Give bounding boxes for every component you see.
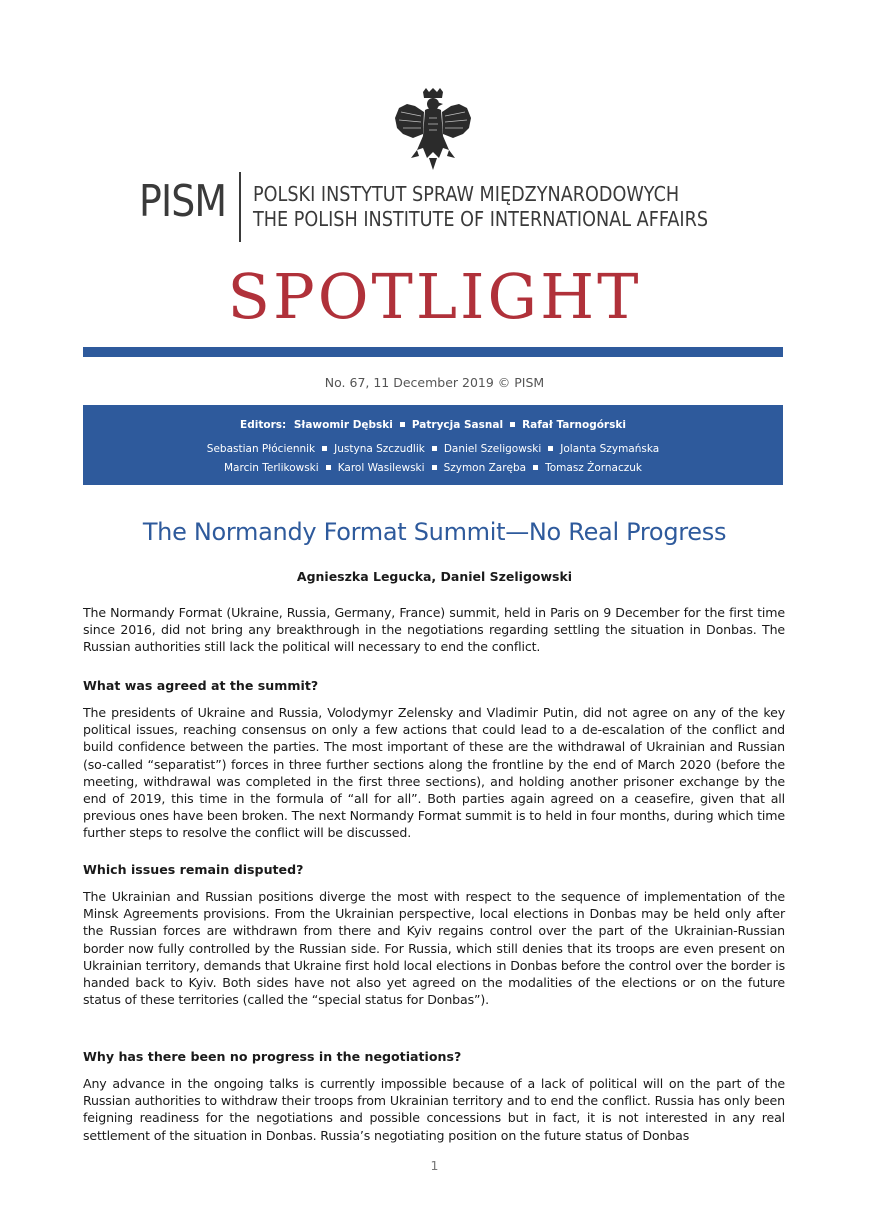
institute-name-polish: POLSKI INSTYTUT SPRAW MIĘDZYNARODOWYCH: [253, 182, 680, 206]
intro-paragraph: The Normandy Format (Ukraine, Russia, Germany, France) summit, held in Paris on 9 December for the first time since 2016, did not bring any breakthrough in the negotiations regarding settling the situation in Donbas. The Russian authorities still lack the political will necessary to end the conflict.: [83, 605, 785, 655]
eagle-icon: [393, 88, 473, 170]
issue-line: No. 67, 11 December 2019 © PISM: [324, 375, 545, 390]
editor-name: Karol Wasilewski: [337, 462, 425, 474]
separator-square: [400, 422, 405, 427]
editors-line-3: [83, 462, 783, 474]
section-heading: What was agreed at the summit?: [83, 678, 319, 693]
editor-name: Sebastian Płóciennik: [206, 443, 316, 455]
separator-square: [322, 446, 327, 451]
separator-square: [510, 422, 515, 427]
article-title: The Normandy Format Summit—No Real Progress: [142, 518, 727, 546]
section-paragraph: Any advance in the ongoing talks is currently impossible because of a lack of political will on the part of the Russian authorities to withdraw their troops from Ukrainian territory and to end the conflict. Russia has only been feigning readiness for the negotiations and possible concessions but in fact, it is not interested in any real settlement of the situation in Donbas. Russia’s negotiating position on the future status of Donbas: [83, 1076, 785, 1143]
editor-name: Patrycja Sasnal: [411, 419, 504, 431]
separator-square: [548, 446, 553, 451]
editor-name: Marcin Terlikowski: [223, 462, 319, 474]
section-paragraph: The presidents of Ukraine and Russia, Volodymyr Zelensky and Vladimir Putin, did not agree on any of the key political issues, reaching consensus on only a few actions that could lead to a de-escalation of the conflict and build confidence between the parties. The most important of these are the withdrawal of Ukrainian and Russian (so-called “separatist”) forces in three further sections along the frontline by the end of March 2020 (before the meeting, withdrawal was completed in the first three sections), and holding another prisoner exchange by the end of 2019, this time in the formula of “all for all”. Both parties again agreed on a ceasefire, given that all previous ones have been broken. The next Normandy Format summit is to held in four months, during which time further steps to resolve the conflict will be discussed.: [83, 705, 785, 841]
section-paragraph: The Ukrainian and Russian positions diverge the most with respect to the sequence of implementation of the Minsk Agreements provisions. From the Ukrainian perspective, local elections in Donbas may be held only after the Russian forces are withdrawn from there and Kyiv regains control over the part of the Ukrainian-Russian border now fully controlled by the Russian side. For Russia, which still denies that its troops are even present on Ukrainian territory, demands that Ukraine first hold local elections in Donbas before the control over the border is handed back to Kyiv. Both sides have not also yet agreed on the modalities of the elections or on the future status of these territories (called the “special status for Donbas”).: [83, 889, 785, 1008]
separator-square: [533, 465, 538, 470]
page-number: 1: [430, 1158, 439, 1173]
editor-name: Jolanta Szymańska: [560, 443, 660, 455]
article-authors: Agnieszka Legucka, Daniel Szeligowski: [296, 569, 573, 584]
series-title: SPOTLIGHT: [227, 260, 642, 333]
pism-logo-text: PISM: [139, 176, 227, 227]
editor-name: Rafał Tarnogórski: [522, 419, 626, 431]
editor-name: Justyna Szczudlik: [334, 443, 425, 455]
editors-label: Editors:: [240, 419, 287, 431]
separator-square: [432, 446, 437, 451]
editors-line-2: [83, 443, 783, 455]
separator-square: [432, 465, 437, 470]
editors-line-main: [83, 419, 783, 431]
separator-square: [326, 465, 331, 470]
editor-name: Szymon Zaręba: [443, 462, 527, 474]
institute-name-english: THE POLISH INSTITUTE OF INTERNATIONAL AFFAIRS: [253, 207, 709, 231]
editor-name: Daniel Szeligowski: [443, 443, 542, 455]
masthead-divider: [239, 172, 241, 242]
section-heading: Why has there been no progress in the negotiations?: [83, 1049, 462, 1064]
header-rule: [83, 347, 783, 357]
editors-box: [83, 405, 783, 485]
masthead: [139, 170, 739, 242]
editor-name: Tomasz Żornaczuk: [545, 462, 643, 474]
section-heading: Which issues remain disputed?: [83, 862, 304, 877]
editor-name: Sławomir Dębski: [293, 419, 393, 431]
